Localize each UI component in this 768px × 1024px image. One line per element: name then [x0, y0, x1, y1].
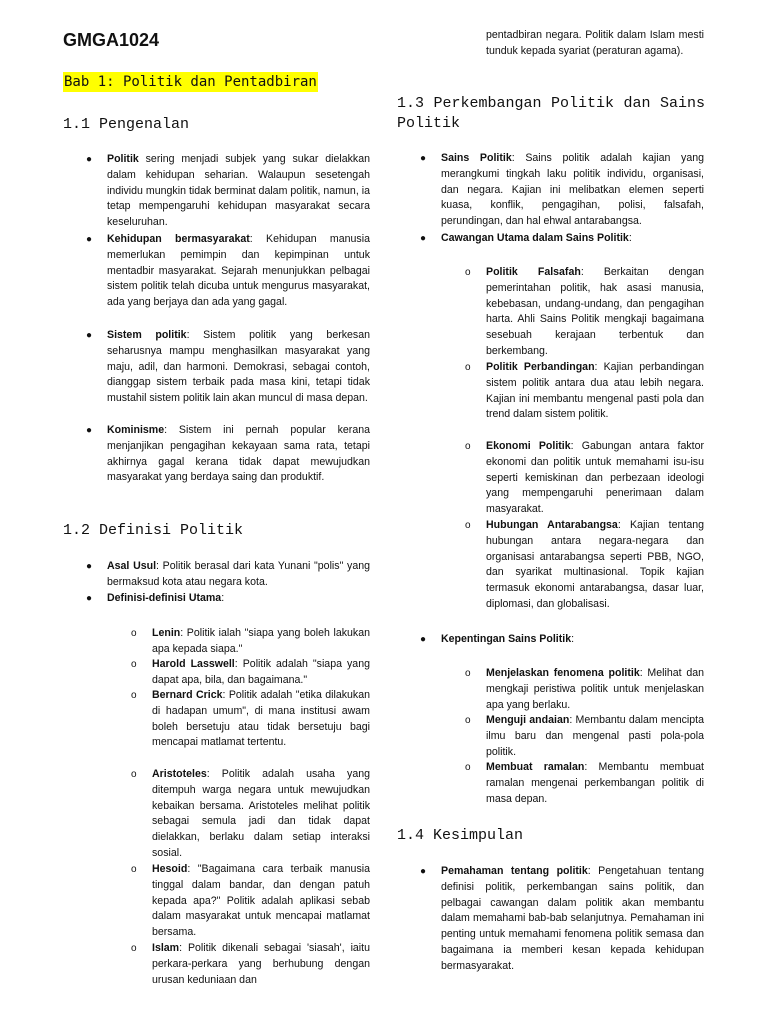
bullet-icon: ● [86, 425, 93, 436]
list-item-text: : Politik adalah "etika dilakukan di hadapan umum", di mana institusi awam boleh bersetuju atau tidak bersetuju bagi mencapai matlamat tertentu. [152, 689, 370, 749]
list-item [420, 151, 704, 230]
list-item [86, 232, 370, 311]
sub-list-item [465, 518, 704, 613]
list-item-term: Hubungan Antarabangsa [486, 519, 618, 531]
list-item-text: : Sistem ini pernah popular kerana menjanjikan pengagihan kekayaan sama rata, tetapi akhirnya gagal kerana tidak dapat mewujudkan masyarakat yang berdaya saing dan produktif. [107, 424, 370, 484]
sub-list-item [131, 862, 370, 941]
list-item-text: : Politik dikenali sebagai 'siasah', iaitu perkara-perkara yang berhubung dengan urusan keduniaan dan [152, 942, 370, 986]
list-item [86, 152, 370, 231]
bullet-icon: ● [86, 593, 93, 604]
circle-bullet-icon: o [465, 441, 471, 452]
circle-bullet-icon: o [465, 267, 471, 278]
list-item-term: Sains Politik [441, 152, 512, 164]
list-item-term: Hesoid [152, 863, 188, 875]
sub-list-item [465, 713, 704, 760]
bullet-icon: ● [86, 330, 93, 341]
circle-bullet-icon: o [465, 668, 471, 679]
bullet-icon: ● [420, 233, 427, 244]
bullet-icon: ● [86, 561, 93, 572]
continued-text [486, 28, 704, 60]
sub-list-item [465, 439, 704, 518]
list-item-text: : Politik adalah usaha yang ditempuh warga negara untuk mewujudkan kebaikan bersama. Aristoteles melihat politik sebagai semula jadi dan tidak dapat dielakkan, berlaku dalam setiap interaksi sosial. [152, 768, 370, 859]
bullet-icon: ● [420, 153, 427, 164]
sub-list-item [131, 626, 370, 658]
bullet-icon: ● [420, 634, 427, 645]
circle-bullet-icon: o [465, 762, 471, 773]
list-item [86, 328, 371, 407]
circle-bullet-icon: o [131, 628, 137, 639]
list-item-term: Cawangan Utama dalam Sains Politik [441, 232, 629, 244]
list-item-term: Bernard Crick [152, 689, 223, 701]
circle-bullet-icon: o [465, 715, 471, 726]
circle-bullet-icon: o [131, 769, 137, 780]
list-item-text: : Kajian perbandingan sistem politik antara dua atau lebih negara. Kajian ini membantu mengenal pasti pola dan trend dalam sistem politik. [486, 361, 704, 421]
list-item [420, 231, 704, 247]
sub-list-item [131, 767, 370, 862]
list-item-text: : Melihat dan mengkaji peristiwa politik untuk menjelaskan apa yang berlaku. [486, 667, 704, 711]
list-item-term: Pemahaman tentang politik [441, 865, 588, 877]
sub-list-item [465, 360, 704, 423]
list-item-term: Harold Lasswell [152, 658, 235, 670]
list-item-text: : Sistem politik yang berkesan seharusnya mampu menghasilkan masyarakat yang maju, adil, dan harmoni. Demokrasi, sebagai contoh, dianggap sistem terbaik pada masa kini, tetapi tidak mustahil sistem politik lain akan muncul di masa depan. [107, 329, 371, 405]
list-item-text: : Membantu membuat ramalan mengenai perkembangan politik di masa depan. [486, 761, 704, 805]
bullet-icon: ● [420, 866, 427, 877]
list-item-text: : Membantu dalam mencipta ilmu baru dan mengenal pasti pola-pola politik. [486, 714, 704, 758]
list-item-term: Politik Perbandingan [486, 361, 595, 373]
list-item-term: Islam [152, 942, 180, 954]
list-item-text: : Berkaitan dengan pemerintahan politik, hak asasi manusia, kebebasan, undang-undang, dan pengagihan harta. Ahli Sains Politik mengkaji bagaimana sesebuah kerajaan terbentuk dan berkembang. [486, 266, 704, 357]
bullet-icon: ● [86, 234, 93, 245]
section-title-perkembangan: 1.3 Perkembangan Politik dan Sains Politik [397, 95, 705, 132]
list-item-text: : Kajian tentang hubungan antara negara-negara dan organisasi antarabangsa seperti PBB, NGO, dan syarikat multinasional. Topik kajian termasuk ekonomi antarabangsa, dasar luar, diplomasi, dan globalisasi. [486, 519, 704, 610]
section-title-pengenalan: 1.1 Pengenalan [63, 116, 190, 133]
list-item [420, 864, 704, 975]
sub-list-item [465, 666, 704, 713]
list-item [420, 632, 704, 648]
list-item-term: Membuat ramalan [486, 761, 585, 773]
list-item [86, 559, 370, 591]
list-item-term: Politik [107, 153, 139, 165]
circle-bullet-icon: o [465, 520, 471, 531]
list-item-text: : [221, 592, 225, 604]
list-item-term: Menguji andaian [486, 714, 570, 726]
list-item-term: Kominisme [107, 424, 165, 436]
bullet-icon: ● [86, 154, 93, 165]
list-item-text: : Politik berasal dari kata Yunani "polis" yang bermaksud kota atau negara kota. [107, 560, 370, 588]
sub-list-item [465, 265, 704, 360]
list-item-term: Lenin [152, 627, 181, 639]
circle-bullet-icon: o [131, 943, 137, 954]
list-item-text: : "Bagaimana cara terbaik manusia tinggal dalam bandar, dan dengan patuh kepada apa?" Politik adalah aplikasi sebab dalam masyarakat untuk mencapai matlamat bersama. [152, 863, 370, 939]
list-item-term: Kehidupan bermasyarakat [107, 233, 250, 245]
section-title-definisi: 1.2 Definisi Politik [63, 522, 244, 539]
list-item-term: Kepentingan Sains Politik [441, 633, 572, 645]
sub-list-item [131, 941, 370, 988]
list-item-term: Aristoteles [152, 768, 207, 780]
list-item [86, 591, 370, 607]
sub-list-item [131, 657, 370, 689]
sub-list-item [131, 688, 370, 751]
list-item-text: : Politik adalah "siapa yang dapat apa, bila, dan bagaimana." [152, 658, 370, 686]
list-item [86, 423, 370, 486]
list-item-term: Politik Falsafah [486, 266, 581, 278]
list-item-text: sering menjadi subjek yang sukar dielakkan dalam kehidupan seharian. Walaupun sesetengah individu mungkin tidak berminat dalam politik, namun, ia tetap mempengaruhi kehidupan masyarakat secara keseluruhan. [107, 153, 370, 229]
section-title-kesimpulan: 1.4 Kesimpulan [397, 827, 524, 844]
list-item-text: : [571, 633, 575, 645]
sub-list-item [465, 760, 704, 807]
list-item-text: : [628, 232, 632, 244]
list-item-term: Asal Usul [107, 560, 157, 572]
chapter-title: Bab 1: Politik dan Pentadbiran [64, 74, 317, 90]
circle-bullet-icon: o [131, 690, 137, 701]
list-item-text: : Politik ialah "siapa yang boleh lakukan apa kepada siapa." [152, 627, 370, 655]
list-item-text: : Kehidupan manusia memerlukan pemimpin dan kepimpinan untuk mentadbir masyarakat. Sejarah menunjukkan pelbagai sistem politik telah dicuba untuk mengurus masyarakat, ada yang berjaya dan ada yang gagal. [107, 233, 370, 309]
list-item-term: Ekonomi Politik [486, 440, 571, 452]
list-item-term: Sistem politik [107, 329, 187, 341]
continued-text-body: pentadbiran negara. Politik dalam Islam mesti tunduk kepada syariat (peraturan agama). [486, 29, 704, 57]
circle-bullet-icon: o [131, 864, 137, 875]
circle-bullet-icon: o [465, 362, 471, 373]
list-item-term: Definisi-definisi Utama [107, 592, 222, 604]
list-item-text: : Gabungan antara faktor ekonomi dan politik untuk memahami isu-isu seperti kemiskinan dan perbezaan ideologi yang mempengaruhi penerimaan dalam masyarakat. [486, 440, 704, 516]
course-code: GMGA1024 [63, 30, 160, 50]
circle-bullet-icon: o [131, 659, 137, 670]
list-item-text: : Sains politik adalah kajian yang merangkumi tingkah laku politik individu, organisasi, dan negara. Kajian ini melibatkan elemen seperti kuasa, konflik, pengagihan, polisi, falsafah, perundingan, dan hal ehwal antarabangsa. [441, 152, 704, 228]
list-item-text: : Pengetahuan tentang definisi politik, perkembangan sains politik, dan pelbagai cawangan dalam politik akan membantu dalam memahami bab-bab selanjutnya. Pemahaman ini penting untuk memahami fenomena politik semasa dan bagaimana ia memberi kesan kepada kehidupan bermasyarakat. [441, 865, 704, 972]
list-item-term: Menjelaskan fenomena politik [486, 667, 640, 679]
